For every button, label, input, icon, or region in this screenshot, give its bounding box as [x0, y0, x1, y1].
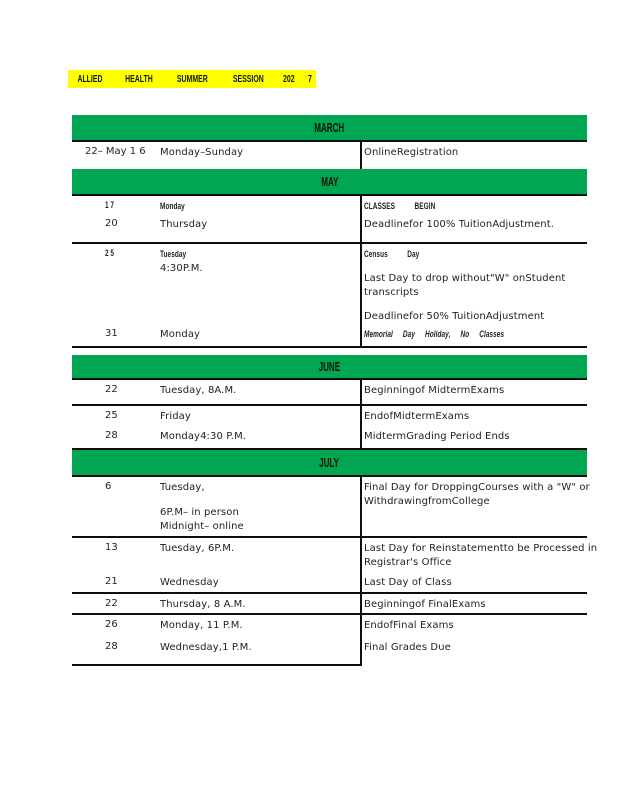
table-bottom-line — [72, 664, 362, 666]
event-line: Final Day for DroppingCourses with a "W" or — [364, 482, 590, 493]
section-rows — [72, 196, 587, 346]
day-cell — [160, 477, 360, 536]
day-cell — [160, 426, 360, 448]
event-cell — [360, 572, 587, 592]
event-line: Registrar's Office — [364, 557, 452, 568]
day-line: Monday–Sunday — [160, 147, 244, 158]
section-rows — [72, 380, 587, 448]
table-row — [72, 613, 587, 637]
day-line: Wednesday — [160, 577, 219, 588]
event-line: Last Day of Class — [364, 577, 452, 588]
day-line: Thursday — [160, 219, 208, 230]
event-line: EndofMidtermExams — [364, 411, 470, 422]
day-line: Monday4:30 P.M. — [160, 431, 247, 442]
document-title — [68, 70, 316, 88]
section-july — [72, 448, 598, 666]
column-divider — [360, 477, 362, 666]
spacer — [364, 262, 587, 272]
table-row — [72, 242, 587, 324]
day-line: Monday, 11 P.M. — [160, 620, 243, 631]
event-line — [364, 248, 587, 262]
table-row — [72, 592, 587, 613]
event-line: Last Day for Reinstatementto be Processed in — [364, 543, 598, 554]
day-line: 6P.M– in person — [160, 507, 239, 518]
spacer — [364, 300, 587, 310]
schedule-table — [72, 115, 598, 666]
date-cell: 26 — [105, 619, 118, 630]
date-cell: 28 — [105, 641, 118, 652]
day-line: Midnight– online — [160, 521, 244, 532]
event-cell — [360, 426, 587, 448]
event-cell — [360, 244, 587, 324]
table-row — [72, 214, 587, 242]
month-label: JUNE — [318, 359, 341, 374]
day-cell — [160, 572, 360, 592]
day-cell — [160, 142, 360, 169]
event-line: Last Day to drop without"W" onStudent — [364, 273, 566, 284]
day-cell — [160, 406, 360, 426]
section-march — [72, 115, 587, 169]
day-cell — [160, 637, 360, 656]
day-line: Tuesday, — [160, 482, 205, 493]
table-row — [72, 142, 587, 169]
day-cell — [160, 214, 360, 242]
event-line: EndofFinal Exams — [364, 620, 454, 631]
month-header-june — [72, 355, 587, 380]
date-cell: 20 — [105, 218, 118, 229]
event-cell — [360, 594, 587, 613]
event-line: Beginningof FinalExams — [364, 599, 486, 610]
event-cell — [360, 406, 587, 426]
event-line: Final Grades Due — [364, 642, 451, 653]
table-row — [72, 477, 590, 536]
event-cell — [360, 615, 587, 637]
title-word-0: ALLIED — [77, 73, 103, 85]
event-cell — [360, 142, 587, 169]
event-line: WithdrawingfromCollege — [364, 496, 490, 507]
event-cell — [360, 380, 587, 404]
event-line: OnlineRegistration — [364, 147, 459, 158]
event-cell — [360, 538, 597, 572]
date-cell: 22 — [105, 384, 118, 395]
day-line: Tuesday, 8A.M. — [160, 385, 237, 396]
day-cell — [160, 196, 360, 214]
day-line: Monday — [160, 329, 201, 340]
event-line-text: Memorial Day Holiday, No Classes — [364, 329, 505, 340]
date-cell: 31 — [105, 328, 118, 339]
table-row — [72, 380, 587, 404]
spacer — [160, 495, 360, 506]
day-cell — [160, 380, 360, 404]
event-line-text: CLASSES BEGIN — [364, 201, 436, 212]
day-line: Wednesday,1 P.M. — [160, 642, 252, 653]
separator-line — [72, 346, 587, 348]
date-cell: 28 — [105, 430, 118, 441]
title-word-5: 7 — [308, 73, 312, 85]
day-line: 4:30P.M. — [160, 263, 203, 274]
day-cell — [160, 594, 360, 613]
event-line: MidtermGrading Period Ends — [364, 431, 510, 442]
date-text: 2 5 — [105, 248, 114, 259]
column-divider — [360, 380, 362, 448]
day-line: Thursday, 8 A.M. — [160, 599, 246, 610]
event-line — [364, 200, 587, 214]
table-row — [72, 324, 587, 346]
month-header-march — [72, 115, 587, 142]
title-word-4: 202 — [283, 73, 296, 85]
day-cell — [160, 244, 360, 324]
month-header-july — [72, 448, 587, 477]
section-may — [72, 169, 587, 346]
event-cell — [360, 324, 587, 346]
table-row — [72, 196, 587, 214]
date-cell: 22– May 1 6 — [85, 146, 146, 157]
event-cell — [360, 637, 587, 656]
month-label: JULY — [319, 455, 340, 470]
title-word-2: SUMMER — [176, 73, 208, 85]
date-cell: 13 — [105, 542, 118, 553]
date-text: 1 7 — [105, 200, 114, 211]
table-row — [72, 637, 587, 656]
day-cell — [160, 324, 360, 346]
day-line: Friday — [160, 411, 191, 422]
section-june — [72, 346, 587, 448]
date-cell: 22 — [105, 598, 118, 609]
month-label: MARCH — [314, 120, 345, 135]
date-cell — [72, 244, 160, 324]
event-line: transcripts — [364, 287, 419, 298]
table-row — [72, 572, 587, 592]
month-label: MAY — [320, 174, 339, 189]
event-line: Beginningof MidtermExams — [364, 385, 505, 396]
table-row — [72, 426, 587, 448]
event-line: Deadlinefor 100% TuitionAdjustment. — [364, 219, 555, 230]
day-line — [160, 248, 360, 262]
title-word-1: HEALTH — [125, 73, 153, 85]
date-cell: 6 — [105, 481, 112, 492]
date-cell — [72, 196, 160, 214]
event-line-text: Census Day — [364, 249, 420, 260]
event-cell — [360, 477, 590, 536]
column-divider — [360, 142, 362, 169]
month-header-may — [72, 169, 587, 196]
event-line: Deadlinefor 50% TuitionAdjustment — [364, 311, 545, 322]
event-line — [364, 328, 587, 342]
date-cell: 21 — [105, 576, 118, 587]
day-line: Tuesday, 6P.M. — [160, 543, 235, 554]
day-line-text: Tuesday — [160, 249, 187, 260]
column-divider — [360, 196, 362, 346]
date-cell: 25 — [105, 410, 118, 421]
day-line-text: Monday — [160, 201, 185, 212]
event-cell — [360, 196, 587, 214]
table-row — [72, 404, 587, 426]
section-rows — [72, 142, 587, 169]
title-word-3: SESSION — [232, 73, 264, 85]
day-cell — [160, 615, 360, 637]
section-rows — [72, 477, 598, 666]
table-row — [72, 536, 598, 572]
day-cell — [160, 538, 360, 572]
day-line — [160, 200, 360, 214]
event-cell — [360, 214, 587, 242]
